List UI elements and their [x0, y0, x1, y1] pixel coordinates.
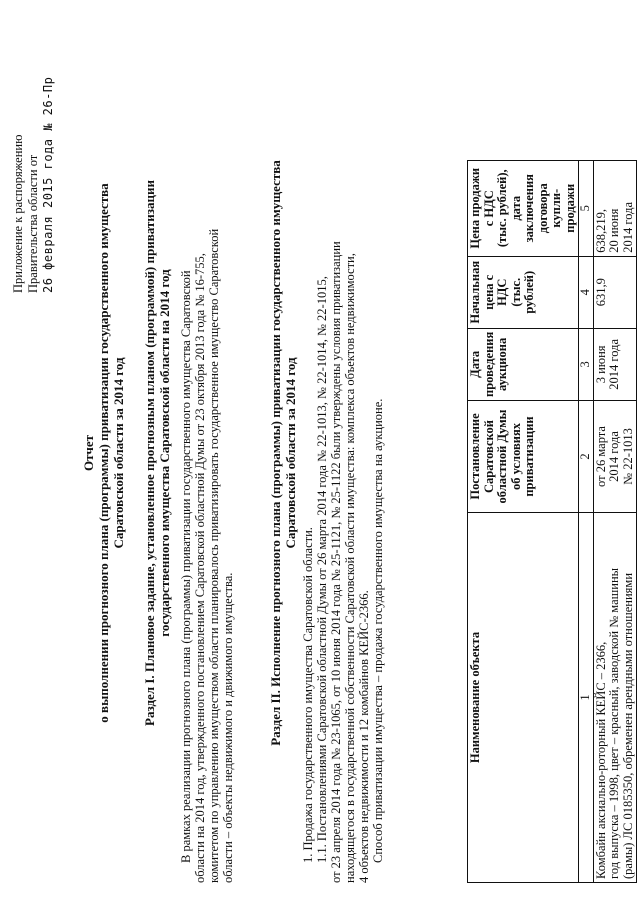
- table-header-row: [468, 160, 579, 882]
- object-name-line: год выпуска – 1998, цвет – красный, заводской № машины: [607, 567, 621, 879]
- header-start-price: [468, 256, 579, 328]
- section-2-text: [301, 23, 385, 883]
- table-row: [593, 160, 637, 882]
- section-2-line-5: 4 объектов недвижимости и 12 комбайнов КЕЙС-2366.: [357, 590, 371, 883]
- header-sale-price: [468, 160, 579, 256]
- cell-object-name: [593, 513, 637, 883]
- appendix-line-2: Правительства области от: [26, 154, 40, 293]
- auction-date-line: 3 июня: [593, 345, 608, 384]
- section-2-heading: [268, 43, 298, 863]
- title-line-2: о выполнении прогнозного плана (программы) приватизации государственного имущества: [96, 183, 111, 723]
- column-number: 4: [579, 256, 594, 328]
- section-1-heading-line-1: Раздел I. Плановое задание, установленное прогнозным планом (программой) приватизации: [142, 180, 157, 726]
- header-auction-date-line: аукциона: [495, 337, 509, 391]
- header-auction-date-line: проведения: [481, 331, 496, 397]
- sale-price-line: 638,219,: [593, 208, 608, 253]
- header-resolution-line: Постановление: [468, 413, 482, 500]
- section-1-line-3: комитетом по управлению имуществом области планировалось приватизировать государственное имущество Саратовской: [207, 228, 221, 883]
- title-line-1: Отчет: [81, 435, 96, 471]
- header-auction-date-line: Дата: [468, 350, 482, 378]
- header-resolution-line: Саратовской: [481, 420, 496, 494]
- section-2-line-2: 1.1. Постановлениями Саратовской областной Думы от 26 марта 2014 года № 22-1013, № 22-1014, № 22-1015,: [315, 276, 329, 863]
- object-name-line: (рамы) ЛС 0185350, обременен арендными отношениями: [620, 572, 635, 879]
- header-resolution-line: об условиях: [508, 423, 523, 490]
- report-title: [81, 43, 126, 863]
- section-1-heading: [142, 43, 172, 863]
- appendix-line-3-handwritten: 26 февраля 2015 года № 26-Пр: [41, 76, 55, 293]
- sale-price-line: 2014 года: [620, 201, 635, 253]
- header-object-name: [468, 513, 579, 883]
- column-number: 5: [579, 160, 594, 256]
- section-2-heading-line-1: Раздел II. Исполнение прогнозного плана (программы) приватизации государственного имущества: [268, 160, 283, 746]
- header-resolution: [468, 401, 579, 513]
- column-number: 2: [579, 401, 594, 513]
- header-start-price-line: цена с НДС: [481, 274, 509, 310]
- appendix-note: [11, 33, 56, 293]
- privatization-table: [467, 160, 637, 883]
- section-1-line-2: области на 2014 год, утвержденного постановлением Саратовской областной Думы от 23 октября 2013 года № 16-755,: [193, 253, 207, 883]
- header-start-price-line: (тыс. рублей): [508, 270, 536, 314]
- cell-start-price: 631,9: [593, 256, 637, 328]
- header-sale-price-line: продажи: [562, 183, 577, 233]
- header-resolution-line: областной Думы: [495, 409, 509, 504]
- cell-auction-date: [593, 328, 637, 400]
- header-sale-price-line: Цена продажи: [468, 167, 482, 249]
- header-sale-price-line: с НДС: [481, 190, 496, 227]
- resolution-line: 2014 года: [607, 431, 621, 482]
- column-number: 1: [579, 513, 594, 883]
- header-object-name-text: Наименование объекта: [468, 631, 482, 764]
- title-line-3: Саратовской области за 2014 год: [111, 357, 126, 549]
- section-1-line-4: области – объекты недвижимого и движимого имущества.: [221, 572, 235, 883]
- section-1-text: [179, 23, 235, 883]
- section-2-heading-line-2: Саратовской области за 2014 год: [283, 357, 298, 549]
- header-sale-price-line: дата заключения: [508, 174, 536, 243]
- header-sale-price-line: договора купли-: [535, 183, 563, 234]
- header-sale-price-line: (тыс. рублей),: [495, 169, 509, 248]
- cell-resolution: [593, 401, 637, 513]
- section-2-line-6: Способ приватизации имущества – продажа государственного имущества на аукционе.: [371, 398, 385, 863]
- object-name-line: Комбайн аксиально-роторный КЕЙС – 2366,: [593, 641, 608, 879]
- resolution-line: от 26 марта: [593, 426, 608, 487]
- section-2-line-1: 1. Продажа государственного имущества Саратовской области.: [301, 527, 315, 863]
- resolution-line: № 22-1013: [620, 428, 635, 485]
- auction-date-line: 2014 года: [607, 339, 621, 390]
- table-column-number-row: [579, 160, 594, 882]
- header-start-price-line: Начальная: [468, 260, 482, 324]
- header-resolution-line: приватизации: [522, 416, 536, 497]
- section-1-heading-line-2: государственного имущества Саратовской области на 2014 год: [157, 269, 172, 637]
- header-auction-date: [468, 328, 579, 400]
- cell-sale-price: [593, 160, 637, 256]
- sale-price-line: 20 июня: [607, 208, 621, 253]
- document-page: [1, 3, 639, 903]
- section-2-line-4: находящегося в государственной собственности Саратовской области имущества: комплекса объектов недвижимости,: [343, 253, 357, 883]
- section-2-line-3: от 23 апреля 2014 года № 23-1065, от 10 июня 2014 года № 25-1121, № 25-1122 были утверждены условия приватизации: [329, 241, 343, 883]
- section-1-line-1: В рамках реализации прогнозного плана (программы) приватизации государственного имущества Саратовской: [179, 270, 193, 863]
- appendix-line-1: Приложение к распоряжению: [11, 134, 25, 293]
- column-number: 3: [579, 328, 594, 400]
